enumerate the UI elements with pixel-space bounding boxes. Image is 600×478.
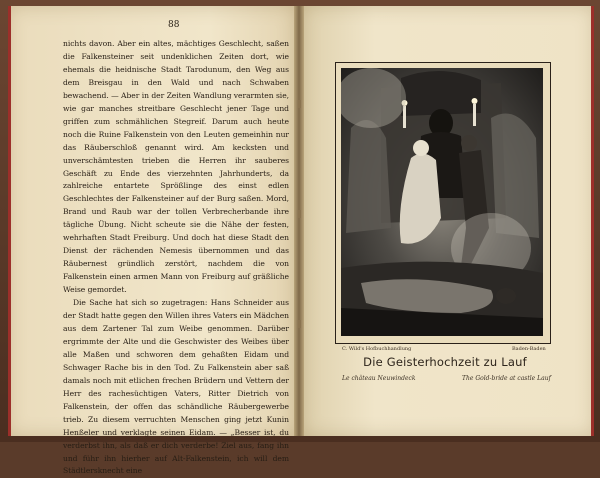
binding-stitch [298, 100, 301, 108]
caption-french: Le château Neuwindeck [342, 375, 416, 382]
engraving-scene-illustration [341, 68, 543, 336]
left-page-red-edge [8, 6, 11, 436]
paragraph-2: Die Sache hat sich so zugetragen: Hans Schneider aus der Stadt hatte gegen den Willen ihres Vaters ein Mädchen aus dem Zartener Tal zum Weibe genommen. Darüber ergrimmte der Alte und die Geschwister des Weibes über alle Maßen und schworen dem gehaßten Eidam und Schwager Rache bis in den Tod. Zu Falkenstein aber saß damals noch mit etlichen frechen Brüdern und Vettern der Herr des rachesüchtigen Vaters, Ritter Dietrich von Falkenstein, der offen das schändliche Räubergewerbe trieb. Zu diesem verruchten Menschen ging jetzt Kunin Henßeler und verklagte seinen Eidam. — „Besser ist, du verderbst ihn, als daß er dich verderbe! Ziel aus, fang ihn und führ ihn hierher auf Alt-Falkenstein, ich will dem Städtlersknecht eine [63, 298, 289, 476]
page-number: 88 [168, 20, 180, 30]
binding-stitch [298, 320, 301, 328]
left-page-body-text [63, 38, 289, 478]
right-page-red-edge [591, 6, 594, 436]
caption-english: The Gold-bride at castle Lauf [462, 375, 551, 382]
book-gutter [294, 6, 304, 436]
illustration-engraving [341, 68, 543, 336]
plate-title: Die Geisterhochzeit zu Lauf [363, 355, 527, 369]
binding-stitch [298, 210, 301, 218]
location-credit: Baden-Baden [512, 346, 546, 352]
publisher-credit: C. Wild's Hofbuchhandlung [342, 346, 412, 352]
paragraph-1: nichts davon. Aber ein altes, mächtiges Geschlecht, saßen die Falkensteiner seit undenklichen Zeiten dort, wie ehemals die heidnische Stadt Tarodunum, den Weg aus dem Breisgau in den Wald und nach Schwaben bewachend. — Aber in der Zeiten Wandlung verarmten sie, wie gar manches streitbare Geschlecht jener Tage und griffen zum schmählichen Stegreif. Darum auch heute noch die Ruine Falkenstein von den Leuten gemeinhin nur das Räuberschloß genannt wird. Am kecksten und unverschämtesten trieben die Herren ihr sauberes Geschäft zu Ende des vierzehnten Jahrhunderts, da zahlreiche entartete Sprößlinge des einst edlen Geschlechtes der Falkensteiner auf der Burg saßen. Mord, Brand und Raub war der tollen Verbrecherbande ihre tägliche Übung. Nicht scheute sie die Nähe der festen, wehrhaften Stadt Freiburg. Und doch hat diese Stadt den Dienst der rächenden Nemesis übernommen und das Räubernest gründlich zerstört, nachdem die von Falkenstein einen armen Mann von Freiburg auf gräßliche Weise gemordet. [63, 39, 289, 295]
